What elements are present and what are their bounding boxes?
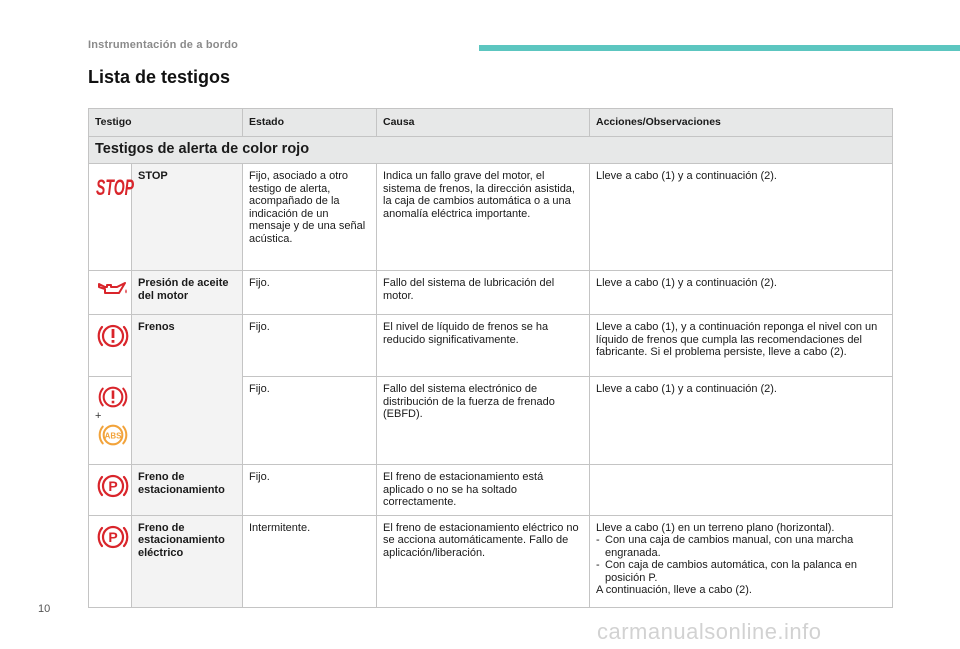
causa-cell: El freno de estacionamiento está aplicado o no se ha soltado correctamente. — [377, 465, 590, 516]
brake-icon — [95, 383, 131, 411]
table-row — [89, 271, 893, 315]
acciones-cell: Lleve a cabo (1), y a continuación reponga el nivel con un líquido de frenos que cumpla las recomendaciones del fabricante. Si el problema persiste, lleve a cabo (2). — [590, 315, 893, 377]
table-row — [89, 164, 893, 271]
acciones-cell: Lleve a cabo (1) y a continuación (2). — [590, 377, 893, 465]
col-header-causa: Causa — [377, 109, 590, 137]
estado-cell: Fijo. — [243, 465, 377, 516]
acciones-cell: Lleve a cabo (1) y a continuación (2). — [590, 164, 893, 271]
header-accent-bar — [479, 45, 960, 51]
col-header-acciones: Acciones/Observaciones — [590, 109, 893, 137]
acciones-cell: Lleve a cabo (1) y a continuación (2). — [590, 271, 893, 315]
parking-brake-icon — [95, 471, 131, 501]
causa-cell: Fallo del sistema electrónico de distribución de la fuerza de frenado (EBFD). — [377, 377, 590, 465]
icon-cell — [89, 315, 132, 377]
warning-name: Presión de aceite del motor — [132, 271, 243, 315]
svg-text:STOP: STOP — [96, 175, 135, 200]
acciones-cell — [590, 465, 893, 516]
causa-cell: Indica un fallo grave del motor, el sistema de frenos, la dirección asistida, la caja de cambios automática o a una anomalía eléctrica importante. — [377, 164, 590, 271]
causa-cell: El nivel de líquido de frenos se ha reducido significativamente. — [377, 315, 590, 377]
page-title: Lista de testigos — [88, 67, 231, 87]
stop-icon — [95, 174, 135, 200]
icon-cell — [89, 377, 132, 465]
list-item: - Con una caja de cambios manual, con una marcha engranada. — [596, 534, 886, 559]
brake-icon — [95, 321, 131, 351]
estado-cell: Fijo. — [243, 315, 377, 377]
section-label: Instrumentación de a bordo — [88, 39, 239, 51]
icon-cell — [89, 164, 135, 271]
warning-name: Frenos — [132, 315, 243, 465]
warning-name: Freno de estacionamiento — [132, 465, 243, 516]
estado-cell: Fijo, asociado a otro testigo de alerta, acompañado de la indicación de un mensaje y de una señal acústica. — [243, 164, 377, 271]
acciones-cell — [590, 515, 893, 607]
svg-text:P: P — [108, 528, 118, 545]
icon-cell — [89, 515, 132, 607]
plus-sign: + — [95, 410, 102, 422]
causa-cell: Fallo del sistema de lubricación del motor. — [377, 271, 590, 315]
warning-name: STOP — [132, 164, 243, 271]
estado-cell: Fijo. — [243, 271, 377, 315]
estado-cell: Intermitente. — [243, 515, 377, 607]
subheader-row — [89, 137, 893, 164]
list-item: - Con caja de cambios automática, con la palanca en posición P. — [596, 559, 886, 584]
causa-cell: El freno de estacionamiento eléctrico no se acciona automáticamente. Fallo de aplicación/liberación. — [377, 515, 590, 607]
subheader-red-warnings: Testigos de alerta de color rojo — [89, 137, 893, 164]
acciones-outro: A continuación, lleve a cabo (2). — [596, 584, 752, 596]
table-header-row — [89, 109, 893, 137]
warning-lights-table — [88, 108, 893, 608]
icon-cell — [89, 271, 132, 315]
page-number: 10 — [38, 603, 51, 615]
table-row — [89, 315, 893, 377]
col-header-testigo: Testigo — [89, 109, 243, 137]
svg-text:ABS: ABS — [104, 430, 122, 440]
table-row — [89, 515, 893, 607]
table-row — [89, 465, 893, 516]
estado-cell: Fijo. — [243, 377, 377, 465]
acciones-intro: Lleve a cabo (1) en un terreno plano (horizontal). — [596, 521, 835, 534]
svg-text:P: P — [108, 478, 118, 494]
watermark: carmanualsonline.info — [597, 619, 822, 644]
abs-icon — [95, 421, 131, 449]
acciones-list — [596, 534, 886, 584]
icon-cell — [89, 465, 132, 516]
warning-name: Freno de estacionamiento eléctrico — [132, 515, 243, 607]
oil-pressure-icon — [95, 277, 131, 301]
electric-parking-brake-icon — [95, 522, 131, 552]
col-header-estado: Estado — [243, 109, 377, 137]
